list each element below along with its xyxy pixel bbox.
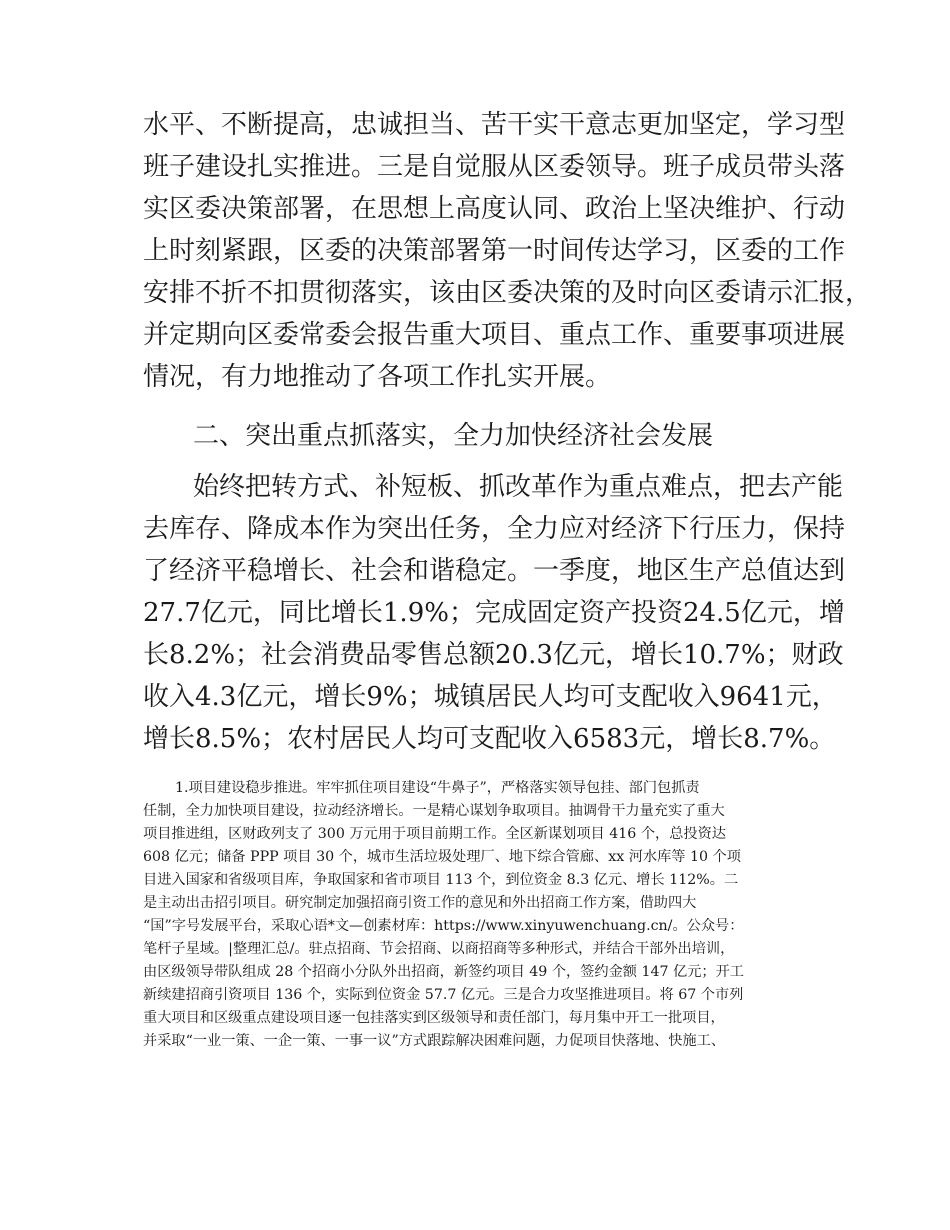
summary-line-1: 始终把转方式、补短板、抓改革作为重点难点，把去产能 (193, 472, 844, 502)
detail-line-1: 1.项目建设稳步推进。牢牢抓住项目建设“牛鼻子”，严格落实领导包挂、部门包抓责 (175, 780, 700, 796)
summary-line-4: 27.7亿元，同比增长1.9%；完成固定资产投资24.5亿元，增 (143, 598, 845, 628)
body-line-5: 安排不折不扣贯彻落实，该由区委决策的及时向区委请示汇报， (143, 278, 872, 308)
body-line-3: 实区委决策部署，在思想上高度认同、政治上坚决维护、行动 (143, 194, 846, 224)
detail-line-6: 是主动出击招引项目。研究制定加强招商引资工作的意见和外出招商工作方案，借助四大 (143, 895, 697, 911)
detail-line-2: 任制，全力加快项目建设，拉动经济增长。一是精心谋划争取项目。抽调骨干力量充实了重大 (143, 803, 725, 819)
body-line-7: 情况，有力地推动了各项工作扎实开展。 (143, 362, 612, 392)
summary-line-5: 长8.2%；社会消费品零售总额20.3亿元，增长10.7%；财政 (143, 640, 844, 670)
detail-line-7: “国”字号发展平台，采取心语*文—创素材库：https://www.xinyuwenchuang.cn/。公众号： (143, 918, 744, 934)
detail-line-9: 由区级领导带队组成 28 个招商小分队外出招商，新签约项目 49 个，签约金额 147 亿元；开工 (143, 964, 744, 980)
detail-line-8: 笔杆子星域。|整理汇总/。驻点招商、节会招商、以商招商等多种形式，并结合干部外出培训， (143, 941, 735, 957)
section-heading: 二、突出重点抓落实，全力加快经济社会发展 (193, 421, 714, 451)
summary-line-7: 增长8.5%；农村居民人均可支配收入6583元，增长8.7%。 (143, 724, 836, 754)
detail-line-11: 重大项目和区级重点建设项目逐一包挂落实到区级领导和责任部门，每月集中开工一批项目， (143, 1010, 725, 1026)
detail-line-4: 608 亿元；储备 PPP 项目 30 个，城市生活垃圾处理厂、地下综合管廊、xx 河水库等 10 个项 (143, 849, 741, 865)
detail-line-3: 项目推进组，区财政列支了 300 万元用于项目前期工作。全区新谋划项目 416 个，总投资达 (143, 826, 726, 842)
detail-line-12: 并采取“一业一策、一企一策、一事一议”方式跟踪解决困难问题，力促项目快落地、快施工、 (143, 1033, 726, 1049)
body-line-4: 上时刻紧跟，区委的决策部署第一时间传达学习，区委的工作 (143, 236, 846, 266)
body-line-2: 班子建设扎实推进。三是自觉服从区委领导。班子成员带头落 (143, 152, 846, 182)
detail-line-10: 新续建招商引资项目 136 个，实际到位资金 57.7 亿元。三是合力攻坚推进项目。将 67 个市列 (143, 987, 744, 1003)
summary-line-2: 去库存、降成本作为突出任务，全力应对经济下行压力，保持 (143, 514, 846, 544)
body-line-6: 并定期向区委常委会报告重大项目、重点工作、重要事项进展 (143, 320, 846, 350)
body-line-1: 水平、不断提高，忠诚担当、苦干实干意志更加坚定，学习型 (143, 110, 846, 140)
detail-line-5: 目进入国家和省级项目库，争取国家和省市项目 113 个，到位资金 8.3 亿元、增长 112%。二 (143, 872, 739, 888)
summary-line-6: 收入4.3亿元，增长9%；城镇居民人均可支配收入9641元， (143, 682, 838, 712)
summary-line-3: 了经济平稳增长、社会和谐稳定。一季度，地区生产总值达到 (143, 556, 846, 586)
